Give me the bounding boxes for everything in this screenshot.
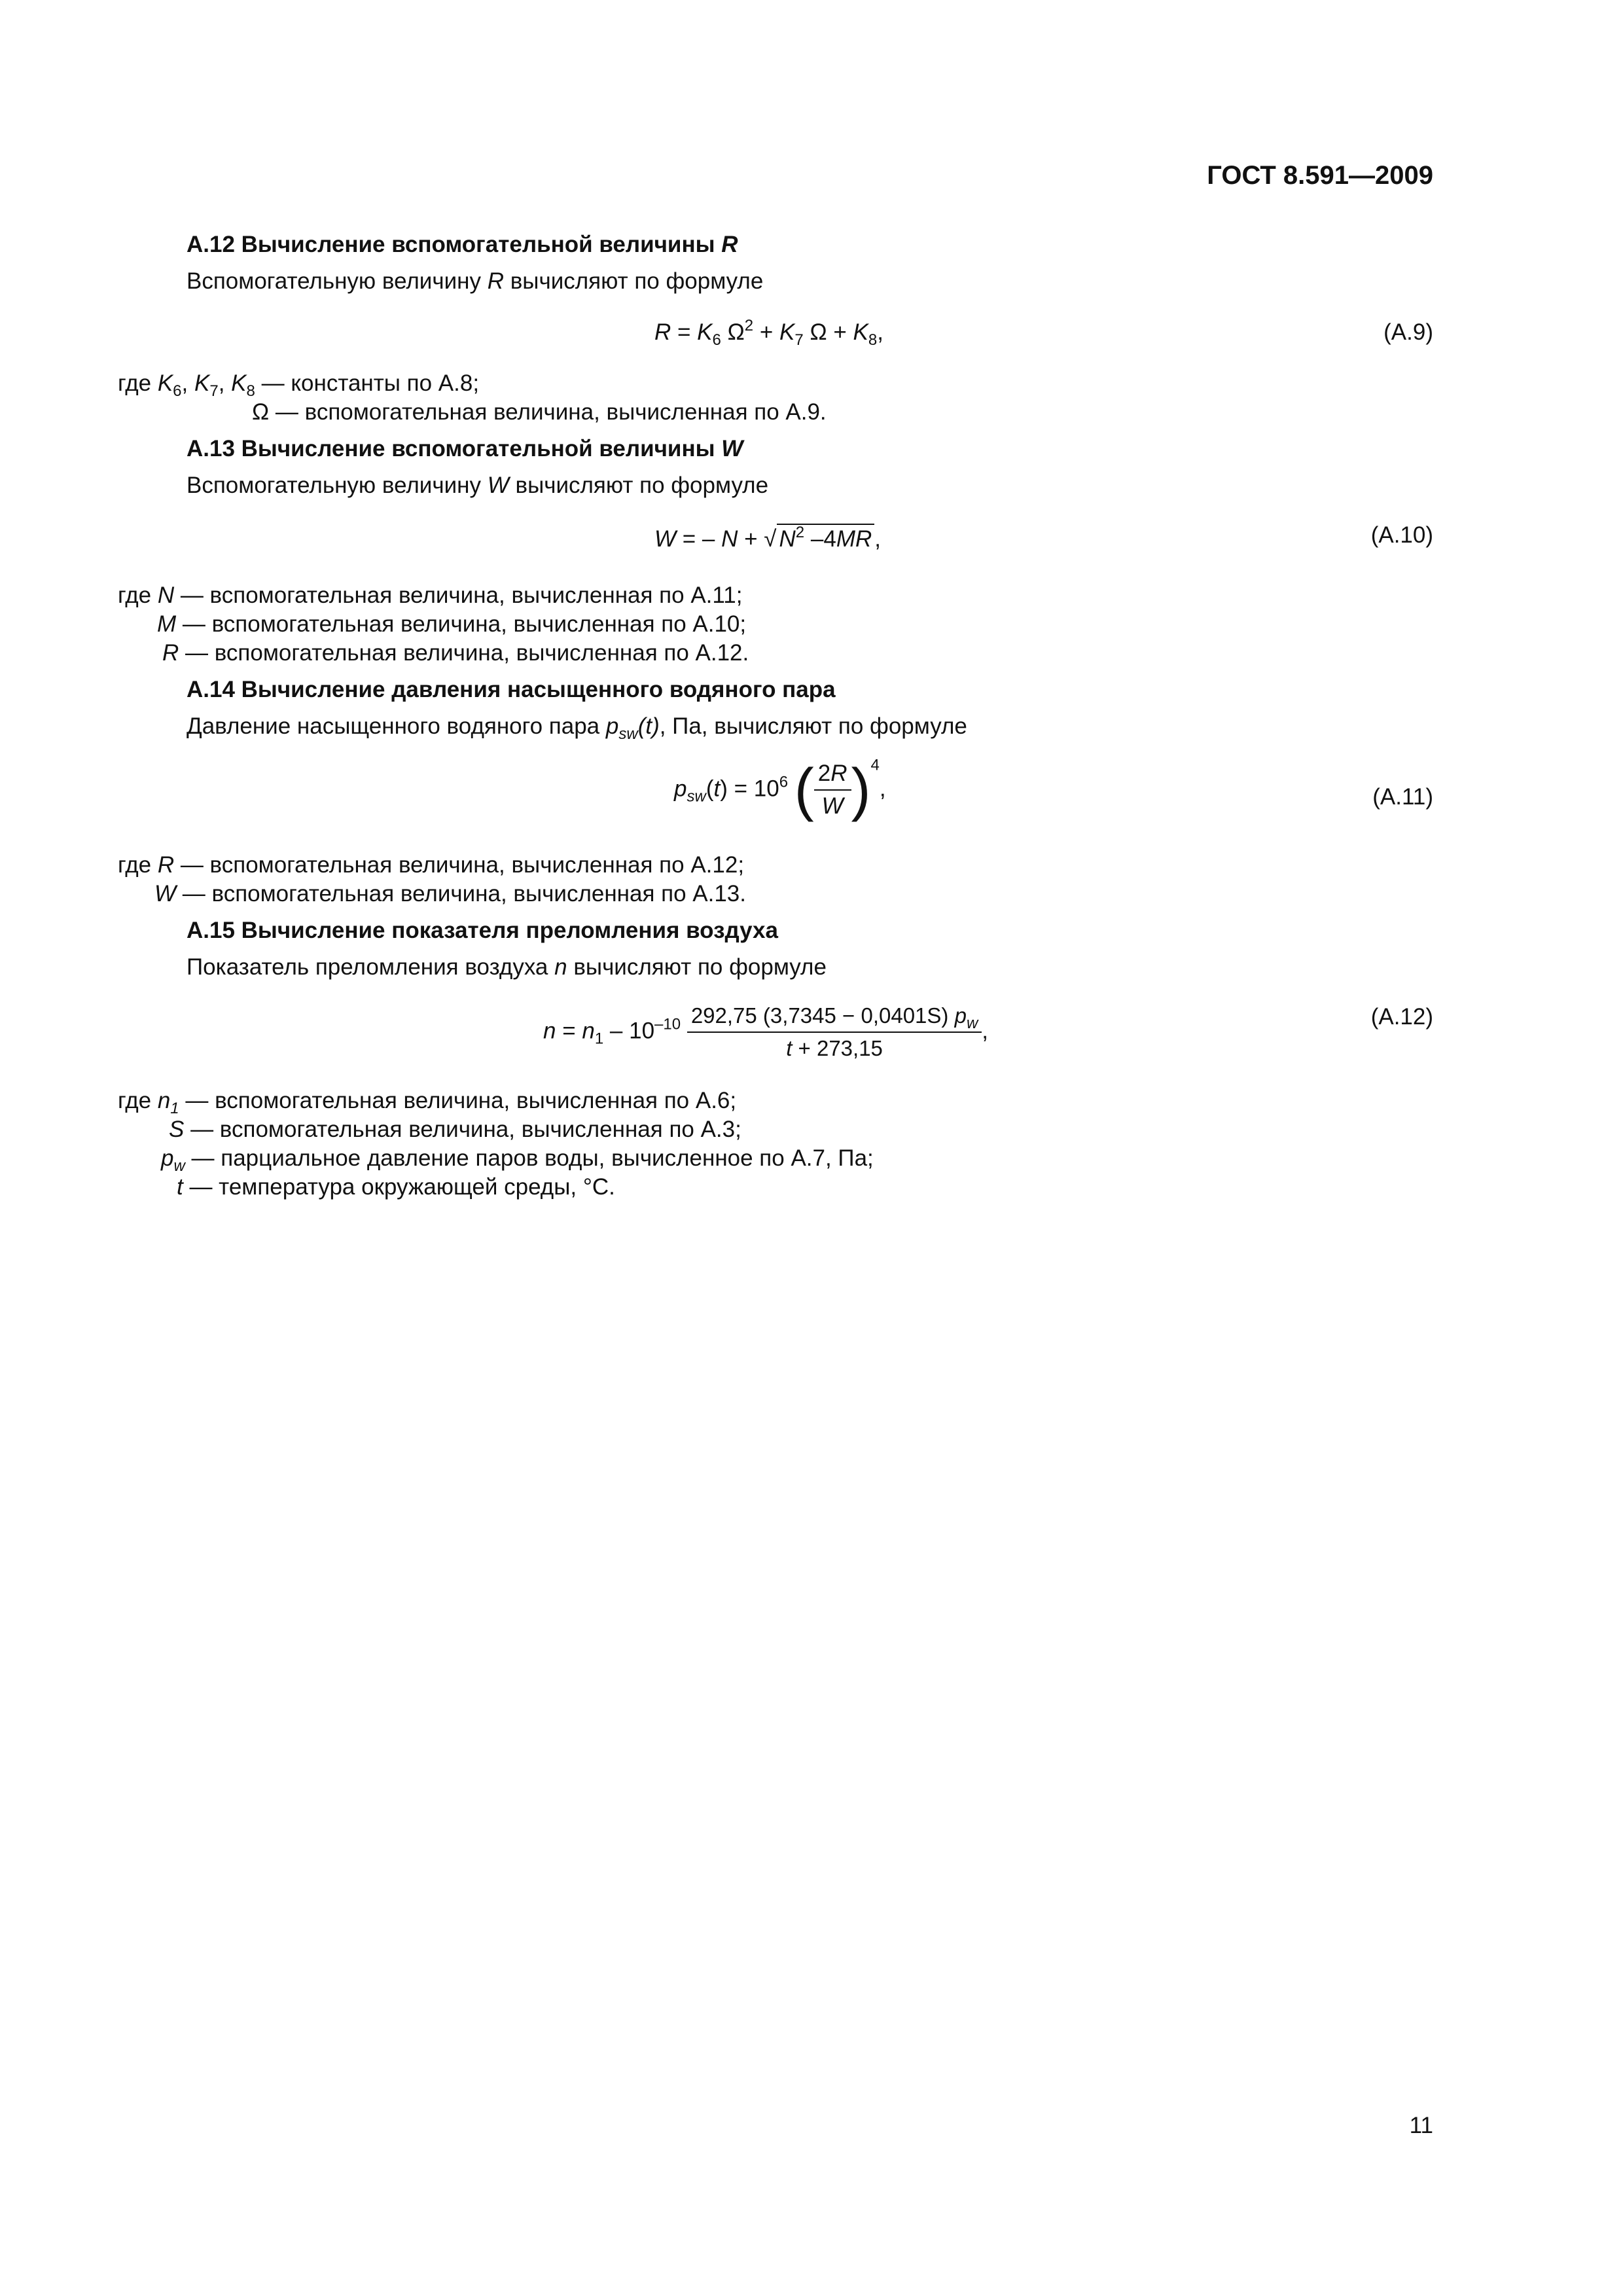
section-a15-title: А.15 Вычисление показателя преломления воздуха: [187, 918, 778, 943]
where-a15-3: $p_w$ — парциальное давление паров воды, вычисленное по А.7, Па;: [161, 1145, 874, 1175]
where-a14-2: W — вспомогательная величина, вычисленная по А.13.: [154, 881, 746, 906]
formula-a12: $n = n_1 - 10^{-10}$ $\frac{292,75 (3,7345 - 0,0401S) p_w}{t + 273,15}$ ,: [543, 1001, 988, 1063]
where-a15-2: S — вспомогательная величина, вычисленная по А.3;: [169, 1117, 741, 1142]
page-number: 11: [1409, 2113, 1433, 2138]
section-a15-intro: Показатель преломления воздуха n вычисляют по формуле: [187, 954, 827, 980]
where-a13-1: где N — вспомогательная величина, вычисленная по А.11;: [118, 583, 743, 608]
formula-a10: W = – N + √ $N^2$ –4MR ,: [654, 524, 881, 554]
where-a13-2: M — вспомогательная величина, вычисленная по А.10;: [157, 611, 747, 637]
section-a13-intro: Вспомогательную величину W вычисляют по формуле: [187, 473, 769, 498]
section-a13-title: А.13 Вычисление вспомогательной величины W: [187, 436, 743, 461]
formula-a11: $p_{sw}(t) = 10^6$ ( $\frac{2R}{W}$ )$^4$,: [674, 756, 886, 823]
where-a15-4: t — температура окружающей среды, °С.: [177, 1174, 615, 1200]
formula-number-a10: (А.10): [1370, 522, 1433, 548]
formula-number-a11: (А.11): [1372, 784, 1433, 810]
section-a12-intro: Вспомогательную величину R вычисляют по формуле: [187, 268, 764, 294]
where-a12-1: где $K_6$, $K_7$, $K_8$ — константы по А.8;: [118, 370, 480, 400]
section-a14-title: А.14 Вычисление давления насыщенного водяного пара: [187, 677, 836, 702]
formula-a9: $R = K_6$ $\Omega^2 + K_7$ $\Omega + K_8$,: [654, 317, 883, 349]
where-a14-1: где R — вспомогательная величина, вычисленная по А.12;: [118, 852, 745, 878]
section-a14-intro: Давление насыщенного водяного пара $p_{sw}(t)$, Па, вычисляют по формуле: [187, 713, 967, 743]
section-a12-title: А.12 Вычисление вспомогательной величины R: [187, 232, 738, 257]
where-a15-1: где $n_1$ — вспомогательная величина, вычисленная по А.6;: [118, 1088, 737, 1117]
formula-number-a12: (А.12): [1370, 1004, 1433, 1030]
document-id: ГОСТ 8.591—2009: [1207, 161, 1433, 190]
where-a12-2: Ω — вспомогательная величина, вычисленная по А.9.: [252, 399, 827, 425]
where-a13-3: R — вспомогательная величина, вычисленная по А.12.: [162, 640, 749, 666]
formula-number-a9: (А.9): [1383, 319, 1433, 345]
